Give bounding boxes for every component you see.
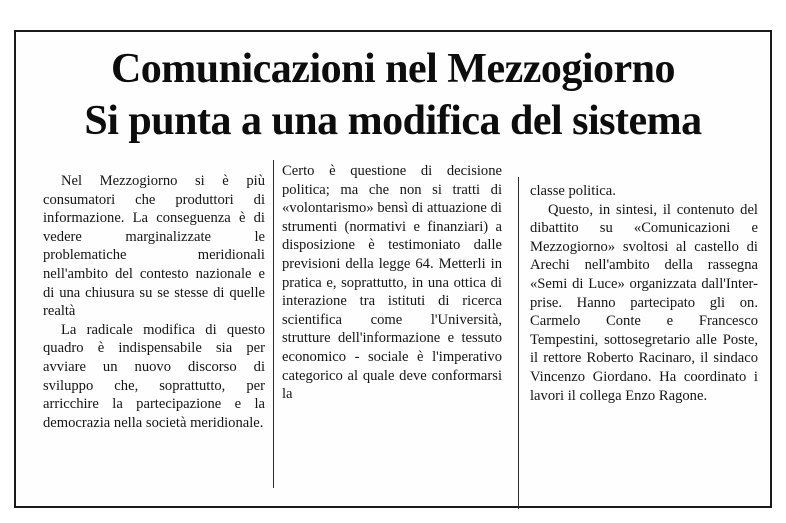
column-divider-1	[273, 160, 274, 488]
column-1-paragraph-2: La radicale modifica di questo quadro è indispensabile sia per avviare un nuovo discorso di sviluppo che, soprattutto, per arricchire la partecipazione e la democrazia nella società meridionale.	[43, 321, 265, 431]
column-2-paragraph-1: Certo è questione di decisione politica; ma che non si tratti di «volontarismo» bensì di attuazione di strumenti (normativi e finanziari) a disposizione è testimoniato dalle previsioni della legge 64. Metterli in pratica e, soprattutto, in una ottica di interazione tra istituti di ricerca scientifica come l'Università, strutture dell'informazione e tessuto economico - sociale è l'imperativo categorico al quale deve conformarsi la	[282, 163, 502, 403]
headline-line-2: Si punta a una modifica del sistema	[84, 98, 702, 144]
newspaper-clipping	[14, 30, 772, 508]
article-column-1	[43, 172, 265, 432]
article-column-3	[530, 182, 758, 405]
headline-line-1: Comunicazioni nel Mezzogiorno	[110, 46, 676, 92]
column-3-paragraph-2: Questo, in sintesi, il contenuto del dibattito su «Comunicazioni e Mezzogiorno» svoltosi al castello di Arechi nell'ambito della rassegna «Semi di Luce» organizzata dall'Inter-prise. Hanno partecipato gli on. Carmelo Conte e Francesco Tempestini, sottosegretario alle Poste, il rettore Roberto Racinaro, il sindaco Vincenzo Giordano. Ha coordinato i lavori il collega Enzo Ragone.	[530, 201, 758, 404]
column-divider-2	[518, 177, 519, 509]
column-3-paragraph-1: classe politica.	[530, 183, 616, 199]
column-1-paragraph-1: Nel Mezzogiorno si è più consumatori che produttori di informazione. La conseguenza è di vedere marginalizzate le problematiche meridionali nell'ambito del contesto nazionale e di una chiusura su se stesse di quelle realtà	[43, 173, 265, 320]
article-column-2	[282, 162, 502, 404]
